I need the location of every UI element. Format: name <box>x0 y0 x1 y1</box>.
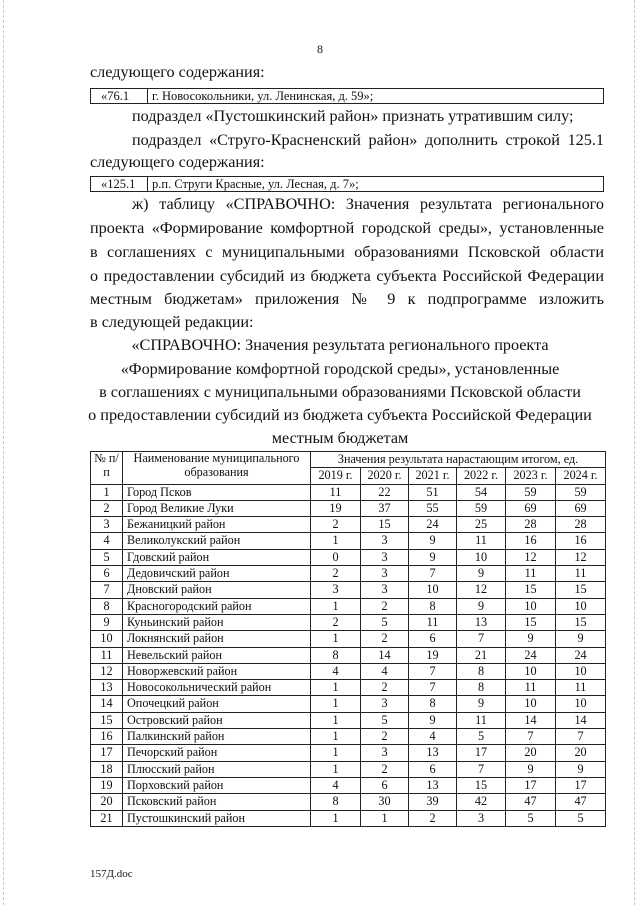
result-value: 10 <box>556 663 606 679</box>
result-value: 3 <box>361 549 409 565</box>
municipality-name: Новосокольнический район <box>123 680 311 696</box>
municipality-name: Пустошкинский район <box>123 810 311 826</box>
result-value: 24 <box>556 647 606 663</box>
result-value: 24 <box>409 517 457 533</box>
row-number: 10 <box>91 631 123 647</box>
row-number: 18 <box>91 761 123 777</box>
result-value: 9 <box>409 549 457 565</box>
inserted-row-1-number: «76.1 <box>91 89 148 103</box>
result-value: 51 <box>409 484 457 500</box>
result-value: 11 <box>457 533 506 549</box>
row-number: 15 <box>91 712 123 728</box>
inserted-row-1-text: г. Новосокольники, ул. Ленинская, д. 59»; <box>152 89 374 103</box>
municipality-name: Гдовский район <box>123 549 311 565</box>
result-value: 8 <box>457 663 506 679</box>
result-value: 8 <box>311 794 361 810</box>
municipality-name: Город Псков <box>123 484 311 500</box>
paragraph-2-continued: следующего содержания: <box>90 153 265 171</box>
result-value: 19 <box>409 647 457 663</box>
result-value: 13 <box>457 614 506 630</box>
municipality-name: Город Великие Луки <box>123 500 311 516</box>
result-value: 3 <box>311 582 361 598</box>
row-number: 19 <box>91 777 123 793</box>
municipality-name: Красногородский район <box>123 598 311 614</box>
inserted-row-box-1 <box>90 88 604 104</box>
result-value: 2 <box>409 810 457 826</box>
result-value: 12 <box>457 582 506 598</box>
municipality-name: Локнянский район <box>123 631 311 647</box>
result-value: 28 <box>556 517 606 533</box>
result-value: 21 <box>457 647 506 663</box>
result-value: 1 <box>311 745 361 761</box>
result-value: 7 <box>506 729 556 745</box>
result-value: 8 <box>457 680 506 696</box>
result-value: 1 <box>311 712 361 728</box>
table-row <box>91 810 606 826</box>
table-title-line-4: о предоставлении субсидий из бюджета субъекта Российской Федерации <box>88 406 592 424</box>
table-row <box>91 533 606 549</box>
table-row <box>91 631 606 647</box>
result-value: 14 <box>556 712 606 728</box>
header-year: 2023 г. <box>506 468 556 484</box>
result-value: 5 <box>556 810 606 826</box>
result-value: 8 <box>409 696 457 712</box>
header-year: 2024 г. <box>556 468 606 484</box>
result-value: 10 <box>506 663 556 679</box>
table-row <box>91 582 606 598</box>
result-value: 16 <box>506 533 556 549</box>
municipality-name: Невельский район <box>123 647 311 663</box>
result-value: 39 <box>409 794 457 810</box>
table-row <box>91 745 606 761</box>
result-value: 59 <box>556 484 606 500</box>
table-row <box>91 729 606 745</box>
result-value: 3 <box>361 582 409 598</box>
row-number: 8 <box>91 598 123 614</box>
result-value: 4 <box>311 663 361 679</box>
municipality-name: Великолукский район <box>123 533 311 549</box>
result-value: 4 <box>361 663 409 679</box>
result-value: 3 <box>361 696 409 712</box>
table-row <box>91 500 606 516</box>
row-number: 9 <box>91 614 123 630</box>
row-number: 4 <box>91 533 123 549</box>
inserted-row-box-2 <box>90 176 604 192</box>
table-row <box>91 598 606 614</box>
result-value: 7 <box>409 680 457 696</box>
header-year: 2021 г. <box>409 468 457 484</box>
municipality-name: Опочецкий район <box>123 696 311 712</box>
result-value: 55 <box>409 500 457 516</box>
municipality-name: Плюсский район <box>123 761 311 777</box>
result-value: 13 <box>409 777 457 793</box>
result-value: 9 <box>556 631 606 647</box>
table-title-line-1: «СПРАВОЧНО: Значения результата регионального проекта <box>131 336 549 354</box>
table-row <box>91 712 606 728</box>
result-value: 2 <box>311 517 361 533</box>
table-row <box>91 517 606 533</box>
table-row <box>91 761 606 777</box>
header-results-group: Значения результата нарастающим итогом, ед. <box>311 452 606 468</box>
result-value: 10 <box>556 696 606 712</box>
row-number: 14 <box>91 696 123 712</box>
result-value: 6 <box>409 631 457 647</box>
result-value: 5 <box>361 712 409 728</box>
table-row <box>91 680 606 696</box>
result-value: 8 <box>311 647 361 663</box>
result-value: 37 <box>361 500 409 516</box>
result-value: 1 <box>311 598 361 614</box>
paragraph-3-line-4: о предоставлении субсидий из бюджета субъекта Российской Федерации <box>90 267 604 285</box>
result-value: 16 <box>556 533 606 549</box>
table-row <box>91 696 606 712</box>
result-value: 2 <box>311 614 361 630</box>
result-value: 13 <box>409 745 457 761</box>
result-value: 1 <box>361 810 409 826</box>
result-value: 54 <box>457 484 506 500</box>
header-number: № п/п <box>91 452 123 485</box>
result-value: 0 <box>311 549 361 565</box>
result-value: 1 <box>311 680 361 696</box>
result-value: 5 <box>361 614 409 630</box>
result-value: 59 <box>506 484 556 500</box>
header-municipality: Наименование муниципального образования <box>123 452 311 485</box>
result-value: 15 <box>556 582 606 598</box>
page-number: 8 <box>317 42 323 56</box>
municipality-name: Куньинский район <box>123 614 311 630</box>
table-row <box>91 484 606 500</box>
result-value: 9 <box>556 761 606 777</box>
table-title-line-3: в соглашениях с муниципальными образованиями Псковской области <box>99 383 581 401</box>
result-value: 1 <box>311 810 361 826</box>
municipality-name: Бежаницкий район <box>123 517 311 533</box>
result-value: 10 <box>457 549 506 565</box>
result-value: 7 <box>457 761 506 777</box>
result-value: 11 <box>457 712 506 728</box>
table-row <box>91 566 606 582</box>
result-value: 14 <box>361 647 409 663</box>
paragraph-3-line-3: в соглашениях с муниципальными образованиями Псковской области <box>90 243 604 261</box>
municipality-name: Дновский район <box>123 582 311 598</box>
table-row <box>91 663 606 679</box>
row-number: 7 <box>91 582 123 598</box>
result-value: 5 <box>506 810 556 826</box>
table-title-line-2: «Формирование комфортной городской среды», установленные <box>120 360 560 378</box>
inserted-row-2-text: р.п. Струги Красные, ул. Лесная, д. 7»; <box>152 177 359 191</box>
table-row <box>91 549 606 565</box>
result-value: 22 <box>361 484 409 500</box>
result-value: 10 <box>506 696 556 712</box>
result-value: 11 <box>556 680 606 696</box>
result-value: 10 <box>409 582 457 598</box>
table-row <box>91 647 606 663</box>
result-value: 9 <box>457 696 506 712</box>
result-value: 2 <box>361 729 409 745</box>
municipality-name: Печорский район <box>123 745 311 761</box>
result-value: 3 <box>361 745 409 761</box>
result-value: 15 <box>361 517 409 533</box>
scan-edge-right <box>634 0 636 905</box>
row-number: 11 <box>91 647 123 663</box>
row-number: 20 <box>91 794 123 810</box>
result-value: 1 <box>311 761 361 777</box>
result-value: 15 <box>556 614 606 630</box>
result-value: 3 <box>361 533 409 549</box>
header-year: 2020 г. <box>361 468 409 484</box>
header-year: 2022 г. <box>457 468 506 484</box>
inserted-row-2-number: «125.1 <box>91 177 148 191</box>
result-value: 11 <box>409 614 457 630</box>
result-value: 25 <box>457 517 506 533</box>
result-value: 5 <box>457 729 506 745</box>
municipality-name: Островский район <box>123 712 311 728</box>
municipality-name: Новоржевский район <box>123 663 311 679</box>
paragraph-1: подраздел «Пустошкинский район» признать утратившим силу; <box>132 107 574 125</box>
results-table <box>90 451 606 827</box>
municipality-name: Дедовичский район <box>123 566 311 582</box>
result-value: 24 <box>506 647 556 663</box>
result-value: 8 <box>409 598 457 614</box>
header-year: 2019 г. <box>311 468 361 484</box>
result-value: 69 <box>556 500 606 516</box>
result-value: 15 <box>506 582 556 598</box>
paragraph-3-line-6: в следующей редакции: <box>90 313 254 331</box>
result-value: 20 <box>556 745 606 761</box>
result-value: 14 <box>506 712 556 728</box>
row-number: 2 <box>91 500 123 516</box>
result-value: 1 <box>311 696 361 712</box>
result-value: 9 <box>409 533 457 549</box>
result-value: 17 <box>556 777 606 793</box>
result-value: 4 <box>409 729 457 745</box>
result-value: 19 <box>311 500 361 516</box>
scan-edge-left <box>3 0 5 905</box>
result-value: 59 <box>457 500 506 516</box>
result-value: 9 <box>506 631 556 647</box>
municipality-name: Псковский район <box>123 794 311 810</box>
row-number: 1 <box>91 484 123 500</box>
result-value: 15 <box>457 777 506 793</box>
result-value: 11 <box>556 566 606 582</box>
result-value: 47 <box>506 794 556 810</box>
result-value: 9 <box>409 712 457 728</box>
result-value: 7 <box>457 631 506 647</box>
row-number: 21 <box>91 810 123 826</box>
result-value: 20 <box>506 745 556 761</box>
result-value: 17 <box>506 777 556 793</box>
result-value: 2 <box>361 598 409 614</box>
result-value: 9 <box>457 566 506 582</box>
result-value: 2 <box>361 761 409 777</box>
paragraph-3-line-2: проекта «Формирование комфортной городской среды», установленные <box>90 219 604 237</box>
result-value: 7 <box>409 663 457 679</box>
table-row <box>91 777 606 793</box>
footer-filename: 157Д.doc <box>90 868 133 880</box>
result-value: 30 <box>361 794 409 810</box>
result-value: 6 <box>361 777 409 793</box>
result-value: 28 <box>506 517 556 533</box>
row-number: 3 <box>91 517 123 533</box>
result-value: 1 <box>311 533 361 549</box>
table-title-line-5: местным бюджетам <box>271 429 409 447</box>
result-value: 7 <box>409 566 457 582</box>
result-value: 9 <box>506 761 556 777</box>
table-row <box>91 614 606 630</box>
row-number: 12 <box>91 663 123 679</box>
row-number: 13 <box>91 680 123 696</box>
result-value: 11 <box>311 484 361 500</box>
result-value: 6 <box>409 761 457 777</box>
result-value: 1 <box>311 631 361 647</box>
intro-line: следующего содержания: <box>90 63 265 81</box>
result-value: 7 <box>556 729 606 745</box>
result-value: 9 <box>457 598 506 614</box>
row-number: 17 <box>91 745 123 761</box>
result-value: 69 <box>506 500 556 516</box>
result-value: 2 <box>361 680 409 696</box>
result-value: 17 <box>457 745 506 761</box>
result-value: 12 <box>506 549 556 565</box>
result-value: 2 <box>361 631 409 647</box>
result-value: 42 <box>457 794 506 810</box>
table-row <box>91 794 606 810</box>
result-value: 1 <box>311 729 361 745</box>
result-value: 11 <box>506 566 556 582</box>
result-value: 10 <box>556 598 606 614</box>
result-value: 3 <box>361 566 409 582</box>
row-number: 6 <box>91 566 123 582</box>
result-value: 2 <box>311 566 361 582</box>
paragraph-3-line-5: местным бюджетам» приложения № 9 к подпрограмме изложить <box>90 290 604 308</box>
result-value: 4 <box>311 777 361 793</box>
municipality-name: Палкинский район <box>123 729 311 745</box>
paragraph-3-line-1: ж) таблицу «СПРАВОЧНО: Значения результата регионального <box>132 195 604 213</box>
municipality-name: Порховский район <box>123 777 311 793</box>
result-value: 12 <box>556 549 606 565</box>
row-number: 16 <box>91 729 123 745</box>
row-number: 5 <box>91 549 123 565</box>
result-value: 47 <box>556 794 606 810</box>
paragraph-2: подраздел «Струго-Красненский район» дополнить строкой 125.1 <box>132 131 604 149</box>
result-value: 10 <box>506 598 556 614</box>
result-value: 11 <box>506 680 556 696</box>
result-value: 3 <box>457 810 506 826</box>
result-value: 15 <box>506 614 556 630</box>
